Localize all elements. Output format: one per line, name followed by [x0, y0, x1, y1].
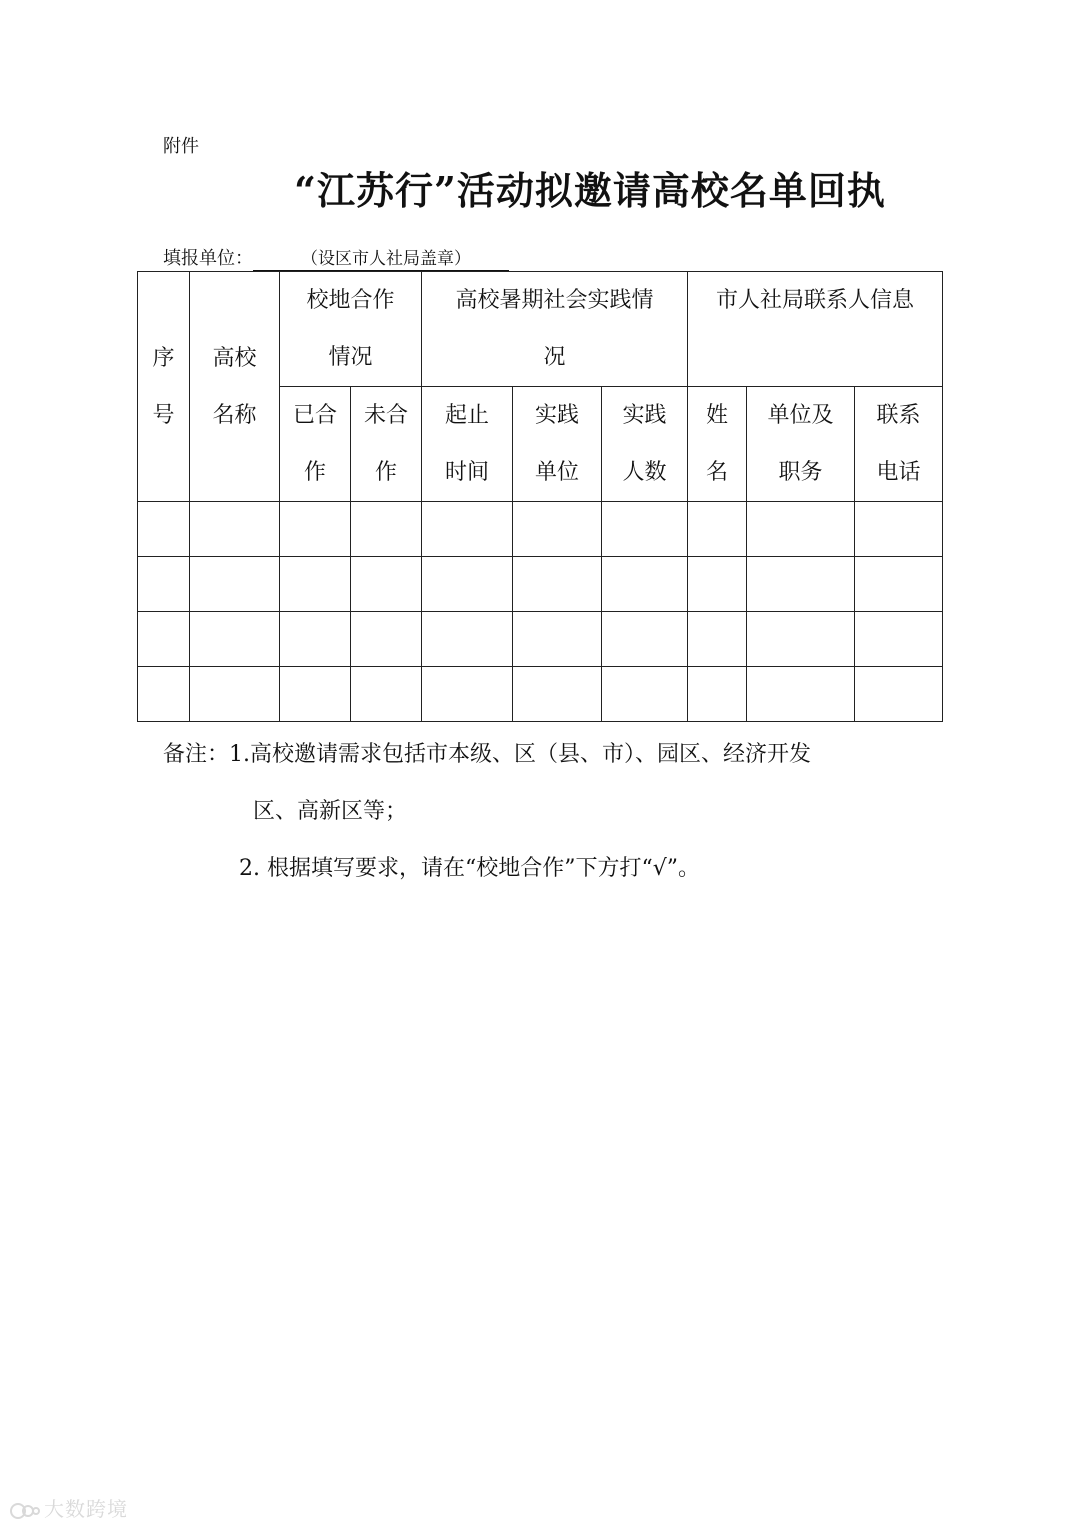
table-row — [138, 502, 943, 557]
subheader-practice-unit — [513, 387, 602, 502]
table-cell[interactable] — [280, 502, 351, 557]
table-cell[interactable] — [351, 557, 422, 612]
subheader-phone — [855, 387, 943, 502]
table-cell[interactable] — [138, 502, 190, 557]
subheader-period-line1: 起止 — [445, 403, 490, 428]
table-cell[interactable] — [190, 612, 280, 667]
table-cell[interactable] — [422, 612, 513, 667]
table-cell[interactable] — [351, 612, 422, 667]
table-cell[interactable] — [855, 502, 943, 557]
table-cell[interactable] — [747, 502, 855, 557]
table-cell[interactable] — [513, 667, 602, 722]
table-cell[interactable] — [280, 557, 351, 612]
table-cell[interactable] — [280, 667, 351, 722]
table-cell[interactable] — [513, 612, 602, 667]
table-body — [138, 502, 943, 722]
table-cell[interactable] — [422, 502, 513, 557]
note-line-2: 区、高新区等； — [253, 799, 408, 824]
header-contact-group — [688, 272, 943, 387]
table-cell[interactable] — [190, 667, 280, 722]
subheader-period — [422, 387, 513, 502]
table-cell[interactable] — [351, 502, 422, 557]
table-cell[interactable] — [688, 612, 747, 667]
table-cell[interactable] — [138, 667, 190, 722]
table-cell[interactable] — [138, 557, 190, 612]
unit-line — [163, 244, 509, 271]
table-cell[interactable] — [513, 557, 602, 612]
header-contact-line1: 市人社局联系人信息 — [716, 288, 915, 313]
notes — [163, 726, 943, 897]
subheader-unit-title-line1: 单位及 — [767, 403, 834, 428]
subheader-coop-yes-line2: 作 — [303, 460, 326, 485]
table-cell[interactable] — [747, 667, 855, 722]
header-index-line1: 序 — [152, 345, 175, 371]
table-cell[interactable] — [855, 667, 943, 722]
table-cell[interactable] — [138, 612, 190, 667]
subheader-coop-no-line1: 未合 — [364, 403, 409, 428]
subheader-unit-title-line2: 职务 — [778, 460, 823, 485]
table-cell[interactable] — [747, 612, 855, 667]
watermark — [10, 1493, 128, 1522]
subheader-practice-unit-line1: 实践 — [535, 403, 580, 428]
unit-field[interactable]: （设区市人社局盖章） — [253, 248, 509, 271]
header-coop-line1: 校地合作 — [306, 288, 395, 313]
header-practice-group — [422, 272, 688, 387]
table-cell[interactable] — [190, 502, 280, 557]
header-school — [190, 272, 280, 502]
table-cell[interactable] — [351, 667, 422, 722]
table-cell[interactable] — [190, 557, 280, 612]
note-line-3: 2. 根据填写要求，请在“校地合作”下方打“√”。 — [239, 856, 700, 881]
page-title: “江苏行”活动拟邀请高校名单回执 — [294, 168, 886, 213]
table-row — [138, 612, 943, 667]
table-cell[interactable] — [602, 502, 688, 557]
subheader-period-line2: 时间 — [445, 460, 490, 485]
table-row — [138, 667, 943, 722]
header-index — [138, 272, 190, 502]
header-school-line1: 高校 — [212, 345, 257, 371]
subheader-coop-no-line2: 作 — [375, 460, 398, 485]
subheader-unit-title — [747, 387, 855, 502]
header-coop-line2: 情况 — [328, 345, 373, 370]
table-cell[interactable] — [855, 612, 943, 667]
note-line-1: 备注：1.高校邀请需求包括市本级、区（县、市）、园区、经济开发 — [163, 742, 811, 767]
subheader-name — [688, 387, 747, 502]
table-cell[interactable] — [602, 557, 688, 612]
subheader-practice-count — [602, 387, 688, 502]
subheader-coop-yes-line1: 已合 — [292, 403, 337, 428]
header-practice-line2: 况 — [543, 345, 566, 370]
subheader-coop-no — [351, 387, 422, 502]
attachment-label: 附件 — [163, 136, 199, 157]
unit-label: 填报单位： — [163, 248, 253, 269]
table-cell[interactable] — [688, 502, 747, 557]
subheader-practice-count-line2: 人数 — [622, 460, 667, 485]
table-cell[interactable] — [513, 502, 602, 557]
table-cell[interactable] — [688, 557, 747, 612]
header-school-line2: 名称 — [212, 402, 257, 428]
table-cell[interactable] — [422, 557, 513, 612]
header-index-line2: 号 — [152, 402, 175, 428]
subheader-practice-unit-line2: 单位 — [535, 460, 580, 485]
receipt-table — [137, 271, 943, 722]
watermark-logo-icon — [10, 1500, 40, 1522]
header-coop-group — [280, 272, 422, 387]
table-cell[interactable] — [688, 667, 747, 722]
subheader-name-line1: 姓 — [706, 403, 729, 428]
subheader-coop-yes — [280, 387, 351, 502]
table-cell[interactable] — [280, 612, 351, 667]
watermark-text: 大数跨境 — [44, 1497, 128, 1521]
subheader-practice-count-line1: 实践 — [622, 403, 667, 428]
table-cell[interactable] — [855, 557, 943, 612]
table-cell[interactable] — [747, 557, 855, 612]
subheader-phone-line2: 电话 — [876, 460, 921, 485]
subheader-name-line2: 名 — [706, 460, 729, 485]
table-row — [138, 557, 943, 612]
table-cell[interactable] — [602, 667, 688, 722]
table-cell[interactable] — [422, 667, 513, 722]
subheader-phone-line1: 联系 — [876, 403, 921, 428]
table-cell[interactable] — [602, 612, 688, 667]
header-practice-line1: 高校暑期社会实践情 — [455, 288, 654, 313]
